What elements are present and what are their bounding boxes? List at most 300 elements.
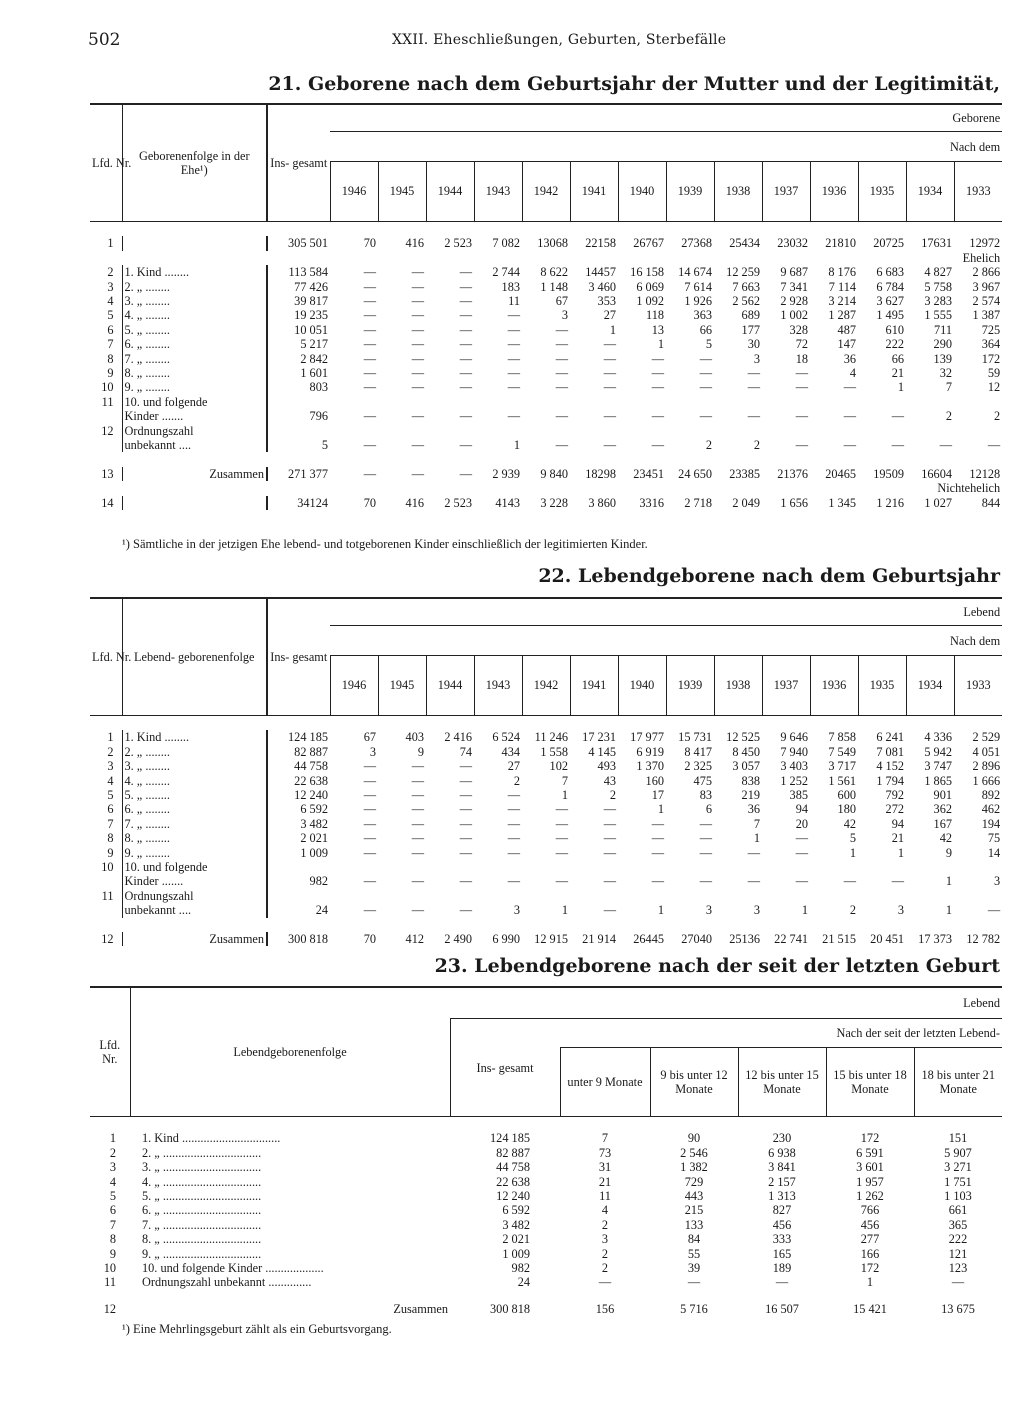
cell-value [330, 889, 378, 903]
cell-value [426, 889, 474, 903]
cell-value [858, 889, 906, 903]
cell-value: 22158 [585, 236, 616, 251]
cell-value: 90 [687, 1131, 701, 1146]
cell-value: 362 [933, 802, 952, 817]
cell-value: 3 [369, 744, 376, 759]
table-row [90, 323, 1002, 337]
cell-value: 11 [508, 294, 520, 309]
cell-value: — [699, 874, 712, 889]
cell-value: — [363, 409, 376, 424]
cell-value: — [699, 351, 712, 366]
spacer-row [90, 1117, 1002, 1132]
cell-value: 12 259 [726, 265, 760, 280]
cell-value: 215 [684, 1203, 704, 1218]
cell-value: 1 [561, 788, 568, 803]
cell-value [714, 424, 762, 438]
cell-value: — [555, 380, 568, 395]
row-number: 9 [107, 366, 114, 381]
cell-value: 25434 [729, 236, 760, 251]
cell-value: 8 176 [828, 265, 856, 280]
cell-value: 1 252 [780, 773, 808, 788]
row-number [90, 874, 122, 888]
cell-value: 1 495 [876, 308, 904, 323]
row-total: 82 887 [267, 745, 330, 759]
cell-value: — [363, 351, 376, 366]
interval-header: 18 bis unter 21 Monate [914, 1048, 1002, 1117]
table-row [90, 759, 1002, 773]
cell-value [378, 424, 426, 438]
cell-value: — [363, 380, 376, 395]
row-number: 9 [109, 1246, 116, 1261]
row-total: 82 887 [496, 1145, 530, 1160]
cell-value [474, 889, 522, 903]
table-row [90, 265, 1002, 279]
cell-value: 1 666 [972, 773, 1001, 788]
cell-value: — [603, 802, 616, 817]
row-label: Ordnungszahl unbekannt .............. [142, 1275, 312, 1290]
table-row [90, 438, 1002, 452]
year-header: 1939 [666, 161, 714, 221]
cell-value: 5 716 [680, 1301, 708, 1316]
section-row [90, 251, 1002, 265]
cell-value: — [843, 409, 856, 424]
cell-value: 6 919 [636, 744, 664, 759]
row-number: 12 [103, 1301, 116, 1316]
cell-value: 1 103 [944, 1189, 972, 1204]
cell-value: — [363, 366, 376, 381]
cell-value: 1 [657, 337, 664, 352]
cell-value: — [459, 322, 472, 337]
cell-value: 23032 [777, 236, 808, 251]
row-label: 3. „ ........ [122, 294, 267, 308]
cell-value: 661 [948, 1203, 968, 1218]
cell-value [954, 860, 1002, 874]
cell-value: 7 663 [732, 279, 760, 294]
cell-value: 5 758 [924, 279, 952, 294]
cell-value: 14457 [585, 265, 616, 280]
cell-value: 1 387 [972, 308, 1001, 323]
cell-value: 1 656 [780, 495, 808, 510]
row-label: 8. „ ........ [122, 831, 267, 845]
cell-value: 13068 [537, 236, 568, 251]
cell-value: 1 [657, 903, 664, 918]
cell-value: 3 967 [972, 279, 1001, 294]
cell-value: — [603, 366, 616, 381]
cell-value: 2 523 [444, 236, 472, 251]
cell-value [330, 860, 378, 874]
cell-value: 1 345 [828, 495, 856, 510]
cell-value: — [411, 279, 424, 294]
table-row [90, 1175, 1002, 1189]
row-total: 19 235 [267, 308, 330, 322]
cell-value: 364 [981, 337, 1001, 352]
cell-value: 9 [945, 845, 952, 860]
cell-value: 610 [885, 322, 904, 337]
row-label: 9. „ ................................ [142, 1246, 262, 1261]
cell-value: 7 [561, 773, 568, 788]
cell-value: 9 646 [780, 730, 808, 745]
cell-value: 1 [945, 903, 952, 918]
cell-value: — [363, 308, 376, 323]
cell-value: 3 841 [768, 1160, 796, 1175]
year-header: 1945 [378, 655, 426, 715]
header-row [90, 104, 1002, 132]
cell-value: — [939, 438, 952, 453]
row-total: 12 240 [496, 1189, 530, 1204]
cell-value [810, 395, 858, 409]
cell-value: 272 [885, 802, 904, 817]
cell-value: 1 027 [924, 495, 952, 510]
row-total: 5 217 [267, 337, 330, 351]
cell-value: — [555, 845, 568, 860]
year-header: 1934 [906, 161, 954, 221]
cell-value [618, 395, 666, 409]
cell-value: — [555, 874, 568, 889]
row-label: 10. und folgende Kinder ................... [142, 1261, 324, 1276]
cell-value: 5 942 [924, 744, 952, 759]
cell-value [858, 424, 906, 438]
table-row [90, 496, 1002, 510]
table-row [90, 1218, 1002, 1232]
cell-value: 66 [891, 351, 904, 366]
cell-value [762, 889, 810, 903]
table-21 [90, 103, 1002, 510]
cell-value: 21 [598, 1174, 612, 1189]
total-row [90, 932, 1002, 946]
cell-value: 363 [693, 308, 712, 323]
cell-value: — [507, 380, 520, 395]
cell-value: 13 675 [941, 1301, 975, 1316]
cell-value: — [795, 874, 808, 889]
cell-value: — [411, 322, 424, 337]
cell-value: 3 [994, 874, 1001, 889]
cell-value: 15 731 [678, 730, 712, 745]
cell-value: 102 [549, 759, 568, 774]
cell-value: — [555, 831, 568, 846]
cell-value: 1 002 [780, 308, 808, 323]
table-row [90, 308, 1002, 322]
cell-value: 25136 [729, 932, 760, 947]
cell-value: — [555, 409, 568, 424]
cell-value: — [795, 409, 808, 424]
cell-value: 2 416 [444, 730, 472, 745]
cell-value: 1 148 [540, 279, 568, 294]
cell-value: — [411, 337, 424, 352]
table-row [90, 280, 1002, 294]
row-label: 1. Kind ................................ [142, 1131, 281, 1146]
header-row [90, 598, 1002, 626]
cell-value [426, 424, 474, 438]
cell-value: 7 [945, 380, 952, 395]
cell-value: — [363, 759, 376, 774]
cell-value: 18 [795, 351, 808, 366]
cell-value: — [775, 1275, 789, 1290]
cell-value: 147 [837, 337, 856, 352]
cell-value: — [699, 845, 712, 860]
cell-value: — [411, 802, 424, 817]
year-header: 1940 [618, 161, 666, 221]
row-total: 24 [267, 903, 330, 917]
row-label: 9. „ ........ [122, 380, 267, 394]
cell-value: — [507, 409, 520, 424]
cell-value [522, 889, 570, 903]
cell-value: 1 287 [828, 308, 856, 323]
row-label: 3. „ ........ [122, 759, 267, 773]
cell-value: — [507, 802, 520, 817]
table-row [90, 889, 1002, 903]
cell-value: 1 [657, 802, 664, 817]
row-label: Ordnungszahl [122, 424, 267, 438]
cell-value: — [363, 831, 376, 846]
cell-value: 7 081 [876, 744, 904, 759]
cell-value: 67 [363, 730, 376, 745]
cell-value: — [411, 294, 424, 309]
cell-value: 3 860 [588, 495, 616, 510]
cell-value: 23451 [633, 466, 664, 481]
cell-value: 328 [789, 322, 808, 337]
cell-value: — [363, 294, 376, 309]
cell-value [474, 860, 522, 874]
row-label: Zusammen [122, 467, 267, 481]
cell-value: 487 [837, 322, 856, 337]
row-label [122, 496, 267, 510]
cell-value: 493 [597, 759, 616, 774]
cell-value: 12972 [969, 236, 1001, 251]
spacer-row [90, 918, 1002, 932]
cell-value: 2 [945, 409, 952, 424]
cell-value: 3 460 [588, 279, 616, 294]
cell-value: — [747, 366, 760, 381]
year-header: 1946 [330, 655, 378, 715]
cell-value: 416 [405, 236, 424, 251]
cell-value: 1 [561, 903, 568, 918]
cell-value: 1 [753, 831, 760, 846]
row-label: 5. „ ........ [122, 788, 267, 802]
label-header: Lebendgeborenenfolge [130, 987, 450, 1117]
cell-value: — [459, 438, 472, 453]
cell-value [522, 860, 570, 874]
cell-value: 6 [705, 802, 712, 817]
section-label: Nichtehelich [937, 481, 1001, 496]
table-22-title: 22. Lebendgeborene nach dem Geburtsjahr [538, 565, 1000, 587]
cell-value [618, 424, 666, 438]
cell-value: 17 977 [630, 730, 664, 745]
cell-value: 167 [933, 816, 952, 831]
row-label: 5. „ ........ [122, 323, 267, 337]
row-number: 2 [107, 265, 114, 280]
year-header: 1938 [714, 655, 762, 715]
cell-value: 21810 [825, 236, 856, 251]
row-number: 6 [109, 1203, 116, 1218]
row-total: 39 817 [267, 294, 330, 308]
section-row [90, 481, 1002, 495]
cell-value: 67 [555, 294, 568, 309]
table-row [90, 236, 1002, 250]
year-header: 1937 [762, 655, 810, 715]
cell-value: 5 [849, 831, 856, 846]
cell-value: 17 231 [582, 730, 616, 745]
cell-value: — [459, 279, 472, 294]
cell-value: 14 674 [678, 265, 712, 280]
cell-value: — [363, 438, 376, 453]
row-number: 10 [103, 1261, 116, 1276]
row-total: 22 638 [267, 774, 330, 788]
cell-value: — [363, 322, 376, 337]
cell-value: 12 525 [726, 730, 760, 745]
cell-value: — [363, 802, 376, 817]
cell-value: — [411, 759, 424, 774]
subgroup-header: Nach dem [330, 626, 1002, 656]
year-header: 1944 [426, 655, 474, 715]
row-number: 3 [107, 279, 114, 294]
cell-value: 1 [513, 438, 520, 453]
cell-value: 2 939 [492, 466, 520, 481]
cell-value: — [459, 788, 472, 803]
cell-value [906, 889, 954, 903]
cell-value: 1 [801, 903, 808, 918]
cell-value: 26445 [633, 932, 664, 947]
cell-value: 3 627 [876, 294, 904, 309]
cell-value: — [699, 409, 712, 424]
row-total [267, 424, 330, 438]
year-header: 1943 [474, 655, 522, 715]
row-number: 5 [107, 788, 114, 803]
cell-value: — [459, 294, 472, 309]
row-label: 7. „ ........ [122, 817, 267, 831]
cell-value: — [459, 874, 472, 889]
cell-value: 12 782 [966, 932, 1001, 947]
row-label: 7. „ ................................ [142, 1217, 262, 1232]
cell-value: — [795, 380, 808, 395]
cell-value: 1 [897, 845, 904, 860]
cell-value: — [555, 366, 568, 381]
year-header: 1933 [954, 161, 1002, 221]
cell-value: — [555, 438, 568, 453]
cell-value: 6 683 [876, 265, 904, 280]
table-row [90, 1261, 1002, 1275]
spacer-row [90, 222, 1002, 237]
cell-value: 32 [939, 366, 952, 381]
cell-value: 901 [933, 788, 952, 803]
table-row [90, 903, 1002, 917]
row-total: 803 [267, 380, 330, 394]
cell-value: 2 [753, 438, 760, 453]
row-total: 2 021 [502, 1232, 530, 1247]
cell-value: 277 [860, 1232, 880, 1247]
cell-value: — [603, 874, 616, 889]
row-total: 3 482 [502, 1217, 530, 1232]
year-header: 1940 [618, 655, 666, 715]
cell-value: — [459, 903, 472, 918]
cell-value: 827 [772, 1203, 792, 1218]
cell-value: 26767 [633, 236, 664, 251]
lfd-header: Lfd. Nr. [90, 987, 130, 1117]
cell-value: 7 [753, 816, 760, 831]
row-total [267, 860, 330, 874]
row-total: 982 [267, 874, 330, 888]
cell-value [762, 424, 810, 438]
cell-value: 2 896 [972, 759, 1001, 774]
year-header: 1937 [762, 161, 810, 221]
cell-value: 2 [994, 409, 1001, 424]
table-row [90, 774, 1002, 788]
cell-value [378, 860, 426, 874]
cell-value: 412 [405, 932, 424, 947]
row-number: 8 [109, 1232, 116, 1247]
cell-value: 9 687 [780, 265, 808, 280]
row-total: 113 584 [267, 265, 330, 279]
cell-value: — [507, 308, 520, 323]
cell-value: 333 [772, 1232, 792, 1247]
cell-value: 6 069 [636, 279, 664, 294]
row-total: 1 009 [502, 1246, 530, 1261]
row-total: 124 185 [267, 730, 330, 744]
cell-value: 462 [981, 802, 1001, 817]
cell-value: — [363, 466, 376, 481]
cell-value: — [687, 1275, 701, 1290]
cell-value: 2 [601, 1217, 609, 1232]
row-label: Kinder ....... [122, 409, 267, 423]
row-number: 6 [107, 322, 114, 337]
cell-value: 8 417 [684, 744, 712, 759]
cell-value: 70 [363, 932, 376, 947]
spacer-row [90, 1290, 1002, 1302]
cell-value: — [795, 366, 808, 381]
table-row [90, 380, 1002, 394]
cell-value: — [699, 816, 712, 831]
cell-value [330, 424, 378, 438]
table-row [90, 1232, 1002, 1246]
row-number: 5 [107, 308, 114, 323]
cell-value: — [987, 903, 1001, 918]
cell-value: 1 370 [636, 759, 664, 774]
cell-value: 766 [860, 1203, 880, 1218]
cell-value: 3 [753, 351, 760, 366]
cell-value: — [411, 773, 424, 788]
cell-value: — [507, 831, 520, 846]
cell-value: — [363, 788, 376, 803]
cell-value: 2 [601, 1261, 609, 1276]
year-header: 1936 [810, 161, 858, 221]
cell-value [714, 395, 762, 409]
cell-value: 55 [687, 1246, 701, 1261]
cell-value: 22 741 [774, 932, 808, 947]
total-header: Ins- gesamt [267, 598, 330, 716]
cell-value: 1 555 [924, 308, 952, 323]
cell-value: 3 228 [540, 495, 568, 510]
table-row [90, 1189, 1002, 1203]
cell-value: 17 [651, 788, 664, 803]
cell-value: — [459, 366, 472, 381]
cell-value: 1 313 [768, 1189, 796, 1204]
cell-value: — [459, 831, 472, 846]
row-label: 6. „ ........ [122, 802, 267, 816]
cell-value: — [555, 337, 568, 352]
cell-value [954, 395, 1002, 409]
cell-value: — [507, 845, 520, 860]
row-number: 10 [101, 380, 114, 395]
cell-value [858, 860, 906, 874]
year-header: 1935 [858, 161, 906, 221]
row-label: Zusammen [122, 932, 267, 946]
cell-value: — [411, 831, 424, 846]
cell-value: 1 926 [684, 294, 712, 309]
cell-value: 160 [645, 773, 664, 788]
cell-value: 3 057 [732, 759, 760, 774]
interval-header: unter 9 Monate [560, 1048, 650, 1117]
cell-value: 2 [849, 903, 856, 918]
cell-value: 729 [684, 1174, 704, 1189]
